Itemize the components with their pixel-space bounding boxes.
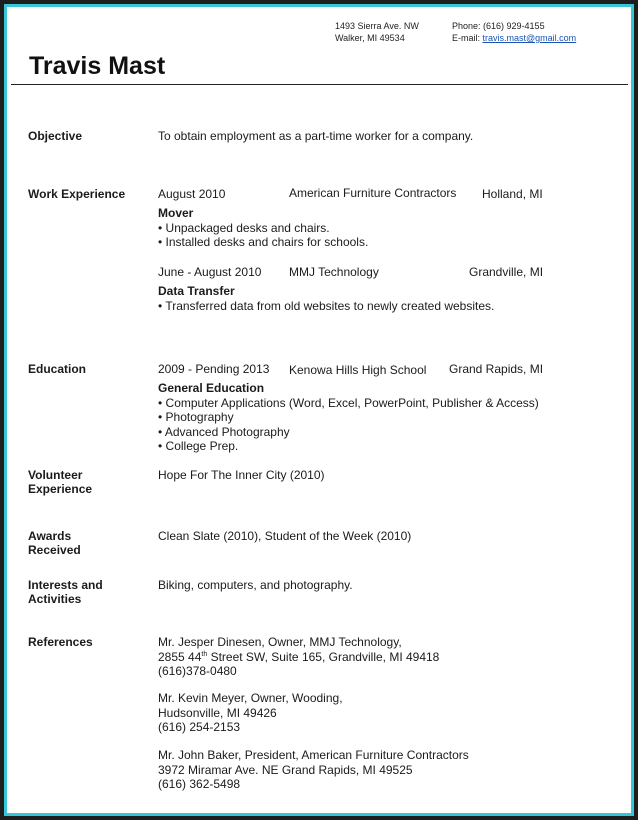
reference-1-line2 [158, 650, 439, 665]
candidate-name: Travis Mast [29, 52, 166, 80]
education-label: Education [28, 362, 87, 376]
job-2-company: MMJ Technology [289, 265, 379, 279]
volunteer-label-line2: Experience [28, 482, 93, 496]
reference-1-street-rest: Street SW, Suite 165, Grandville, MI 49418 [207, 649, 440, 664]
reference-1-line1: Mr. Jesper Dinesen, Owner, MMJ Technology, [158, 635, 402, 649]
job-2-date: June - August 2010 [158, 265, 262, 279]
reference-1-phone: (616)378-0480 [158, 664, 237, 678]
reference-1-ordinal: th [201, 650, 208, 658]
objective-label: Objective [28, 129, 83, 143]
education-program: General Education [158, 381, 265, 395]
awards-text: Clean Slate (2010), Student of the Week (2010) [158, 529, 412, 543]
education-bullet: • Photography [158, 410, 234, 424]
interests-label-line2: Activities [28, 592, 82, 606]
phone: Phone: (616) 929-4155 [452, 21, 545, 31]
reference-1-street-number: 2855 44 [158, 649, 202, 664]
interests-label [28, 578, 103, 606]
contact-address [335, 20, 419, 44]
volunteer-label-line1: Volunteer [28, 468, 83, 482]
education-bullet: • College Prep. [158, 439, 239, 453]
interests-label-line1: Interests and [28, 578, 103, 592]
job-1-location: Holland, MI [482, 187, 543, 201]
email-label: E-mail: [452, 33, 483, 43]
education-details [158, 381, 539, 454]
work-experience-label: Work Experience [28, 187, 126, 201]
email-link[interactable]: travis.mast@gmail.com [482, 33, 577, 43]
awards-label [28, 529, 81, 557]
education-school: Kenowa Hills High School [289, 363, 427, 377]
job-1-date: August 2010 [158, 187, 226, 201]
job-1-details [158, 206, 368, 250]
reference-3-line2: 3972 Miramar Ave. NE Grand Rapids, MI 49525 [158, 762, 413, 777]
job-1-bullet: • Unpackaged desks and chairs. [158, 220, 330, 235]
job-2-bullet: • Transferred data from old websites to newly created websites. [158, 298, 495, 313]
reference-3-phone: (616) 362-5498 [158, 777, 241, 791]
job-1-title: Mover [158, 206, 194, 220]
reference-2-line2: Hudsonville, MI 49426 [158, 705, 277, 720]
education-date: 2009 - Pending 2013 [158, 362, 270, 376]
interests-text: Biking, computers, and photography. [158, 578, 353, 592]
references-label: References [28, 635, 93, 649]
volunteer-text: Hope For The Inner City (2010) [158, 468, 325, 482]
job-2-location: Grandville, MI [469, 265, 544, 279]
job-1-bullet: • Installed desks and chairs for schools. [158, 235, 369, 249]
education-bullet: • Computer Applications (Word, Excel, PowerPoint, Publisher & Access) [158, 395, 539, 410]
reference-3-line1: Mr. John Baker, President, American Furniture Contractors [158, 748, 469, 762]
contact-phone-email [452, 20, 576, 44]
volunteer-label [28, 468, 92, 496]
reference-1 [158, 635, 439, 679]
reference-3 [158, 748, 469, 792]
objective-text: To obtain employment as a part-time worker for a company. [158, 129, 474, 143]
address-line-1: 1493 Sierra Ave. NW [335, 21, 419, 31]
reference-2-phone: (616) 254-2153 [158, 720, 241, 734]
header-divider [11, 84, 628, 85]
awards-label-line2: Received [28, 543, 81, 557]
email-row [452, 32, 576, 44]
job-2-details [158, 284, 494, 313]
reference-2 [158, 691, 343, 735]
awards-label-line1: Awards [28, 529, 72, 543]
job-1-company: American Furniture Contractors [289, 186, 457, 200]
education-location: Grand Rapids, MI [449, 362, 544, 376]
address-line-2: Walker, MI 49534 [335, 33, 405, 43]
job-2-title: Data Transfer [158, 284, 235, 298]
reference-2-line1: Mr. Kevin Meyer, Owner, Wooding, [158, 691, 343, 705]
education-bullet: • Advanced Photography [158, 424, 290, 439]
